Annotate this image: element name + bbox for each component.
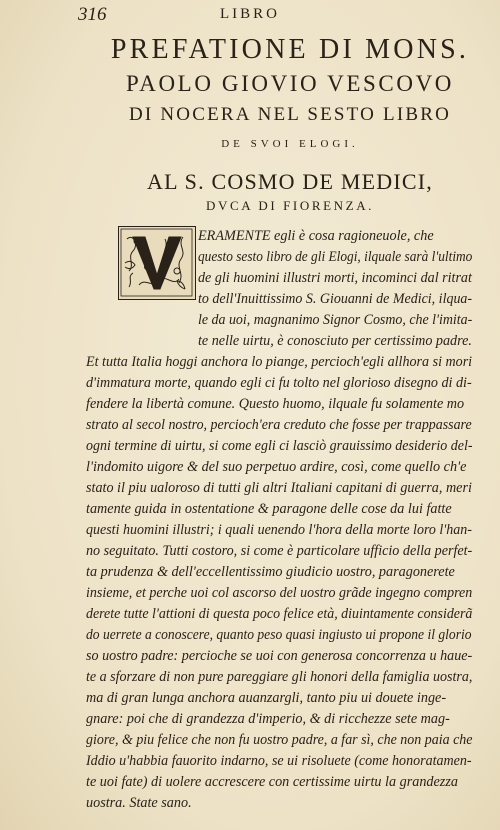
dedication-subheading: DVCA DI FIORENZA. <box>205 198 375 213</box>
dedication-heading: AL S. COSMO DE MEDICI, <box>147 169 433 194</box>
page-header <box>0 4 500 28</box>
foliage-initial-icon <box>119 214 194 298</box>
folio-number: 316 <box>78 4 107 25</box>
title-line-3: DI NOCERA NEL SESTO LIBRO <box>128 104 452 125</box>
body-line-10: strato al secol nostro, percioch'era creduto che fosse per trappassare <box>86 417 472 433</box>
decorated-initial-v <box>118 214 196 300</box>
body-line-17: ta prudenza & dell'eccellentissimo giudicio uostro, paragonerete <box>86 564 455 580</box>
body-line-11: ogni termine di uirtu, si come egli ci lasciò grauissimo desiderio del- <box>86 438 473 454</box>
body-line-4: to dell'Inuittissimo S. Giouanni de Medici, ilqua- <box>198 291 473 307</box>
body-line-28: uostra. State sano. <box>86 795 192 811</box>
title-line-1: PREFATIONE DI MONS. <box>110 34 470 65</box>
svg-text:V: V <box>119 214 131 231</box>
body-line-25: giore, & piu felice che non fu uostro padre, a far sì, che non paia che <box>86 732 473 748</box>
body-line-16: no seguitato. Tutti costoro, si come è particolare ufficio della perfet- <box>86 543 473 559</box>
body-line-3: de gli huomini illustri morti, incominci dal ritrat <box>198 270 472 286</box>
body-line-1: ERAMENTE egli è cosa ragioneuole, che <box>198 228 434 244</box>
body-line-13: stato il piu ualoroso di tutti gli altri Italiani capitani di guerra, meri <box>86 480 472 496</box>
body-line-9: fendere la libertà comune. Questo huomo, ilquale fu solamente mo <box>86 396 465 412</box>
body-line-14: tamente guida in ostentatione & paragone delle cose da lui fatte <box>86 501 452 517</box>
body-line-23: ma di gran lunga anchora auanzargli, tanto piu ui douete inge- <box>86 690 447 706</box>
body-line-20: do uerrete a conoscere, quanto peso quasi ingiusto ui propone il glorio <box>86 627 472 643</box>
body-line-15: questi huomini illustri; i quali uenendo l'hora della morte loro l'han- <box>86 522 472 538</box>
body-line-8: d'immatura morte, quando egli ci fu tolto nel glorioso disegno di di- <box>86 375 472 391</box>
body-line-18: insieme, et perche uoi col ascorso del uostro grãde ingegno compren <box>86 585 473 601</box>
body-line-6: te nelle uirtu, è conosciuto per certissimo padre. <box>198 333 472 349</box>
body-line-12: l'indomito uigore & del suo perpetuo ardire, così, come quello ch'e <box>86 459 467 475</box>
body-line-19: derete tutte l'attioni di questa poco felice età, diuintamente considerã <box>86 606 473 622</box>
body-line-24: gnare: poi che di grandezza d'imperio, & di ricchezze sete mag- <box>86 711 450 727</box>
title-line-2: PAOLO GIOVIO VESCOVO <box>125 71 455 96</box>
body-line-2: questo sesto libro de gli Elogi, ilquale sarà l'ultimo <box>198 249 473 265</box>
title-line-4: DE SVOI ELOGI. <box>221 138 359 150</box>
body-line-7: Et tutta Italia hoggi anchora lo piange, percioch'egli allhora si mori <box>86 354 473 370</box>
body-line-26: Iddio u'habbia fauorito indarno, se ui risoluete (come honoratamen- <box>86 753 472 769</box>
body-line-5: le da uoi, magnanimo Signor Cosmo, che l'imita- <box>198 312 473 328</box>
body-line-27: te uoi fate) di uolere accrescere con certissime uirtu la grandezza <box>86 774 458 790</box>
body-line-21: so uostro padre: percioche se uoi con generosa concorrenza u haue- <box>86 648 473 664</box>
body-line-22: te a sforzare di non pure pareggiare gli honori della famiglia uostra, <box>86 669 473 685</box>
running-head: LIBRO <box>220 6 280 22</box>
